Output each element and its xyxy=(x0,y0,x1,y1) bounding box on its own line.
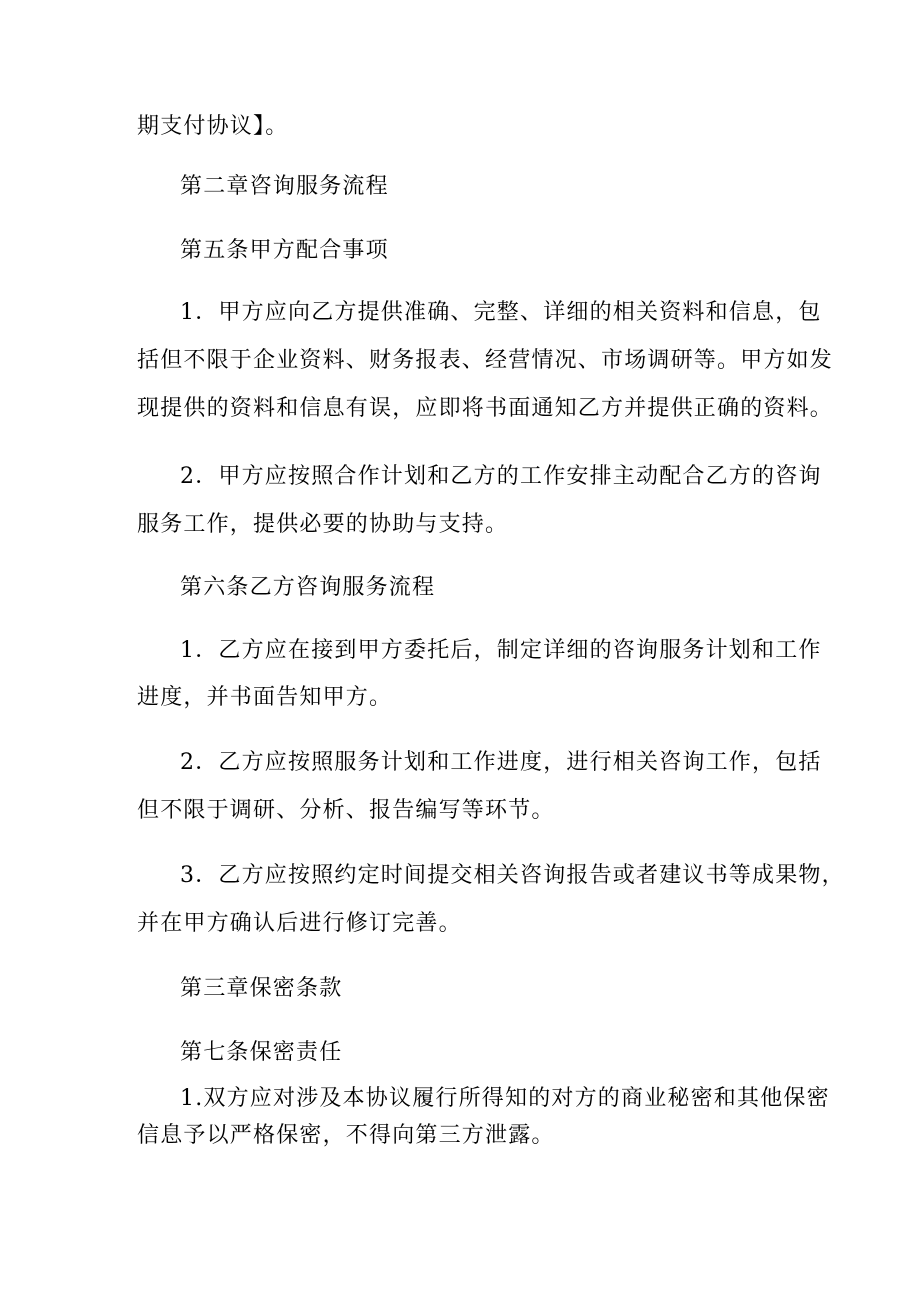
paragraph-line: 进度，并书面告知甲方。 xyxy=(137,685,393,710)
article-heading: 第七条保密责任 xyxy=(180,1040,343,1065)
paragraph-line: 但不限于调研、分析、报告编写等环节。 xyxy=(137,798,555,823)
article-heading: 第六条乙方咨询服务流程 xyxy=(180,575,436,600)
paragraph-line: 2．甲方应按照合作计划和乙方的工作安排主动配合乙方的咨询 xyxy=(180,464,822,489)
article-heading: 第五条甲方配合事项 xyxy=(180,238,389,263)
paragraph-line: 1.双方应对涉及本协议履行所得知的对方的商业秘密和其他保密 xyxy=(180,1086,830,1111)
paragraph-line: 服务工作，提供必要的协助与支持。 xyxy=(137,512,509,537)
paragraph-line: 1．乙方应在接到甲方委托后，制定详细的咨询服务计划和工作 xyxy=(180,638,822,663)
paragraph-line: 信息予以严格保密，不得向第三方泄露。 xyxy=(137,1123,555,1148)
chapter-heading: 第三章保密条款 xyxy=(180,976,343,1001)
paragraph-line: 1．甲方应向乙方提供准确、完整、详细的相关资料和信息，包 xyxy=(180,300,822,325)
paragraph-line: 期支付协议】。 xyxy=(137,114,289,139)
chapter-heading: 第二章咨询服务流程 xyxy=(180,174,389,199)
paragraph-line: 括但不限于企业资料、财务报表、经营情况、市场调研等。甲方如发 xyxy=(137,348,834,373)
paragraph-line: 2．乙方应按照服务计划和工作进度，进行相关咨询工作，包括 xyxy=(180,750,822,775)
paragraph-line: 并在甲方确认后进行修订完善。 xyxy=(137,911,462,936)
paragraph-line: 3．乙方应按照约定时间提交相关咨询报告或者建议书等成果物， xyxy=(180,863,845,888)
paragraph-line: 现提供的资料和信息有误，应即将书面通知乙方并提供正确的资料。 xyxy=(137,396,834,421)
